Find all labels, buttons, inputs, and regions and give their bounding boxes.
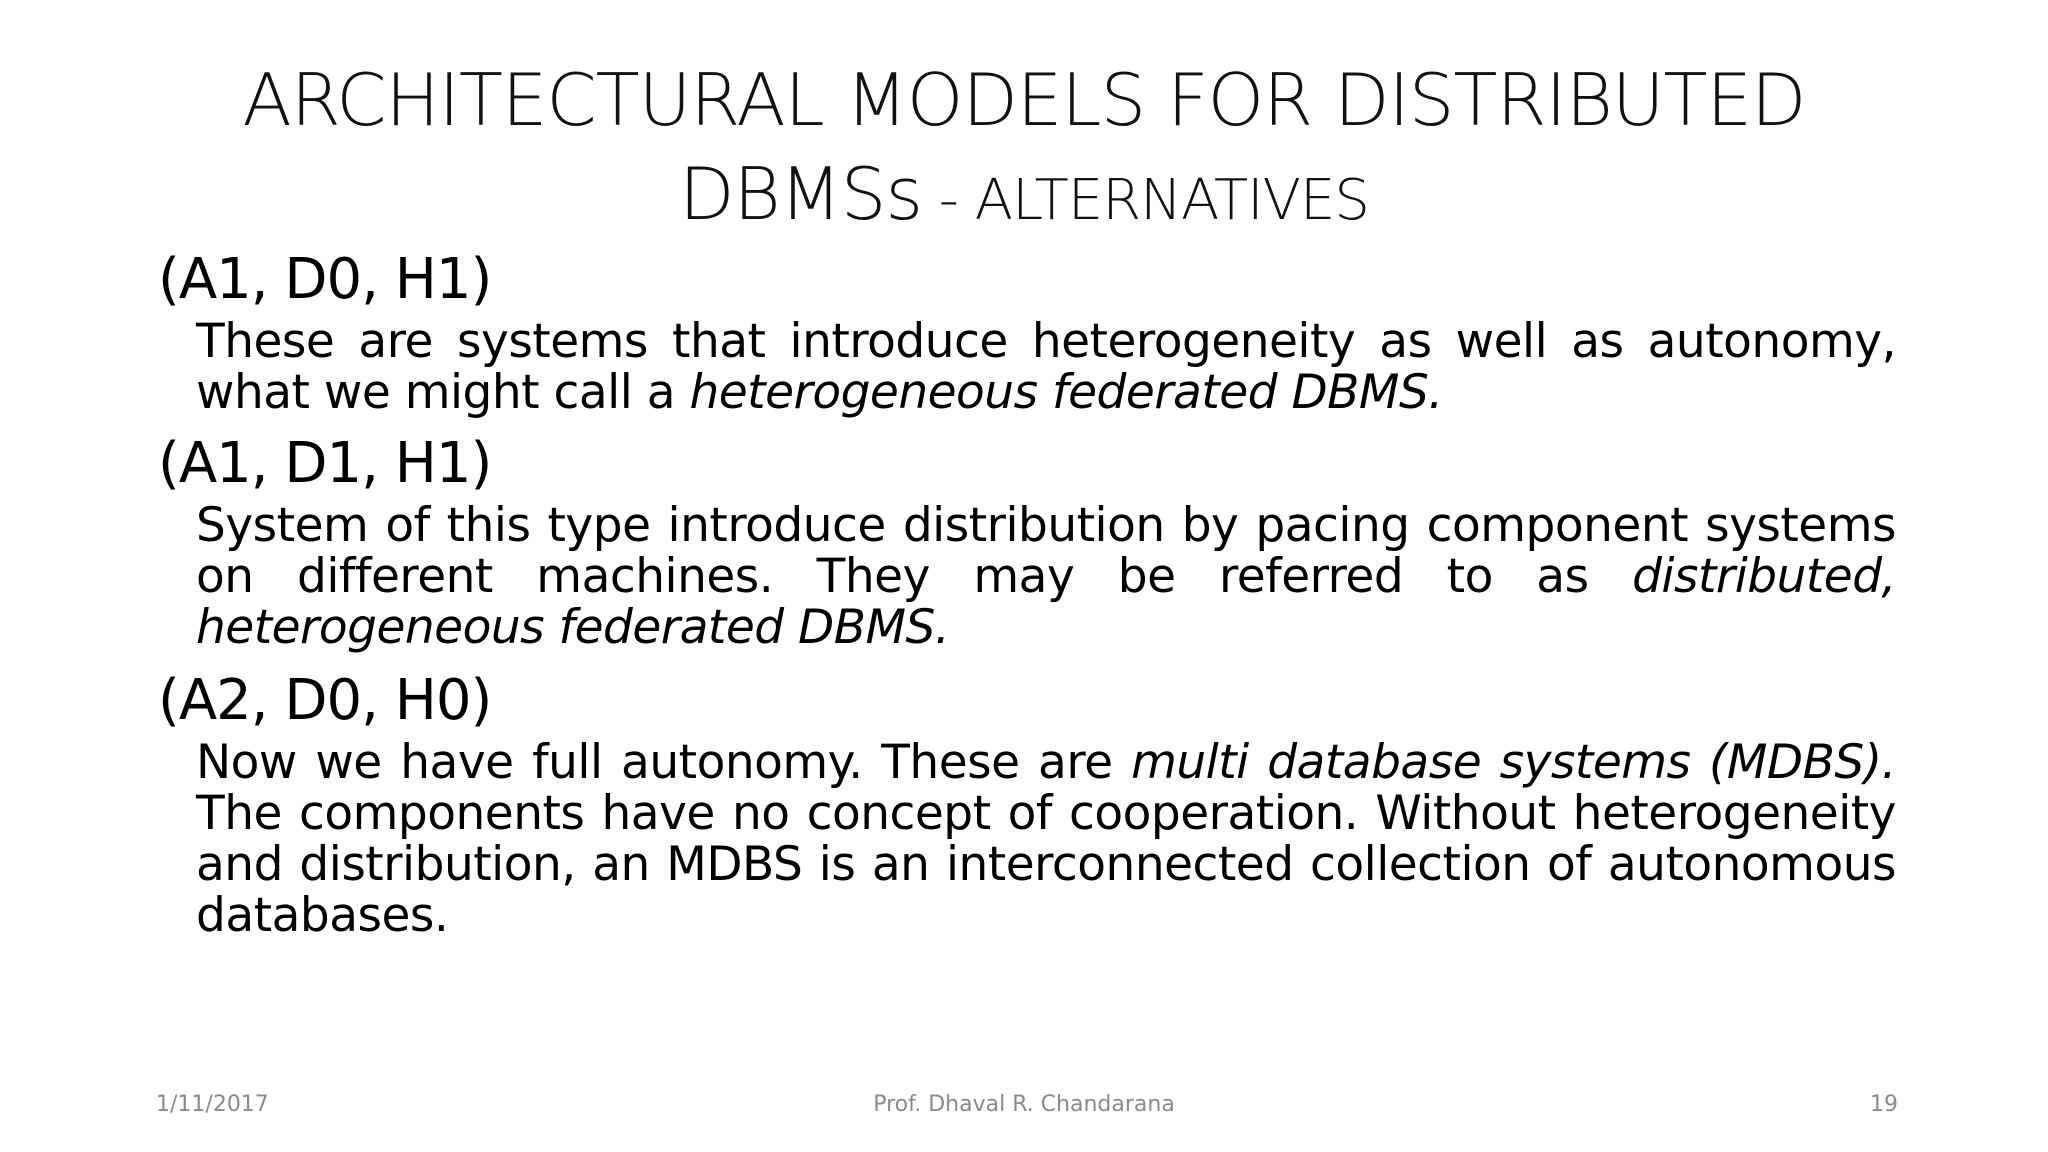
section-text-a1-d1-h1 <box>196 500 1896 653</box>
section-text: Now we have full autonomy. These are <box>196 735 1132 790</box>
section-heading-a1-d0-h1: (A1, D0, H1) <box>158 247 492 312</box>
section-heading-a1-d1-h1: (A1, D1, H1) <box>158 431 492 496</box>
section-text-a2-d0-h0 <box>196 737 1896 941</box>
footer-author: Prof. Dhaval R. Chandarana <box>873 1092 1175 1117</box>
slide-content <box>158 244 1898 941</box>
section-italic-term: heterogeneous federated DBMS. <box>689 365 1443 420</box>
title-subtitle: - ALTERNATIVES <box>922 168 1369 233</box>
title-line-1: ARCHITECTURAL MODELS FOR DISTRIBUTED <box>242 58 1806 142</box>
footer-date: 1/11/2017 <box>156 1092 269 1117</box>
title-main: DBMSs <box>679 152 922 236</box>
section-text-continued: The components have no concept of cooperation. Without heterogeneity and distribution, an MDBS is an interconnected collection of autonomous databases. <box>196 786 1896 943</box>
section-text: These are systems that introduce heterogeneity as well as autonomy, what we might call a <box>196 314 1896 420</box>
section-text: System of this type introduce distribution by pacing component systems on different machines. They may be referred to as <box>196 498 1896 604</box>
footer-page-number: 19 <box>1870 1092 1898 1117</box>
section-italic-term: distributed, heterogeneous federated DBMS. <box>196 549 1896 655</box>
section-heading-a2-d0-h0: (A2, D0, H0) <box>158 668 492 733</box>
section-italic-term: multi database systems (MDBS). <box>1131 735 1896 790</box>
section-text-a1-d0-h1 <box>196 316 1896 418</box>
slide-title <box>150 52 1898 260</box>
